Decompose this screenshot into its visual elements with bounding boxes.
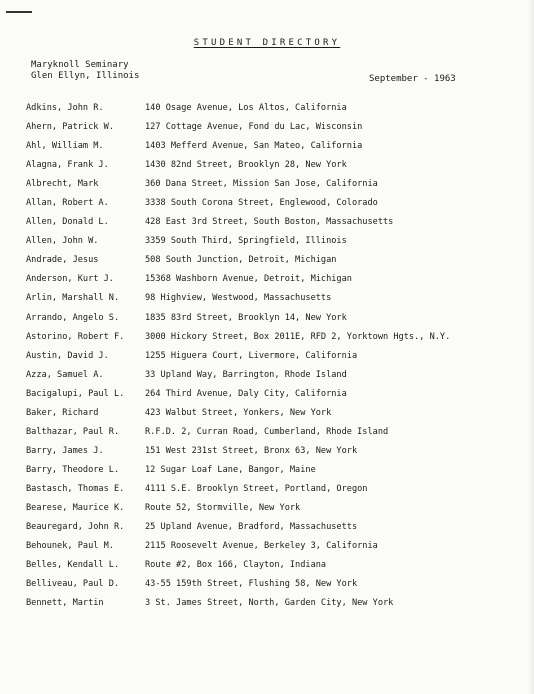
list-item	[0, 216, 534, 235]
student-address: 127 Cottage Avenue, Fond du Lac, Wisconsin	[145, 122, 363, 133]
list-item	[0, 350, 534, 369]
list-item	[0, 178, 534, 197]
student-address: 1403 Mefferd Avenue, San Mateo, California	[145, 141, 363, 152]
list-item	[0, 464, 534, 483]
student-address: 3000 Hickory Street, Box 2011E, RFD 2, Yorktown Hgts., N.Y.	[145, 331, 451, 342]
student-address: 15368 Washborn Avenue, Detroit, Michigan	[145, 274, 352, 285]
student-address: 12 Sugar Loaf Lane, Bangor, Maine	[145, 464, 316, 475]
list-item	[0, 445, 534, 464]
student-address: 4111 S.E. Brooklyn Street, Portland, Oregon	[145, 483, 368, 494]
student-name: Ahern, Patrick W.	[26, 122, 114, 133]
student-name: Barry, James J.	[26, 445, 104, 456]
list-item	[0, 369, 534, 388]
student-name: Albrecht, Mark	[26, 179, 99, 190]
list-item	[0, 312, 534, 331]
student-address: 1835 83rd Street, Brooklyn 14, New York	[145, 312, 347, 323]
student-address: 508 South Junction, Detroit, Michigan	[145, 255, 337, 266]
student-name: Bastasch, Thomas E.	[26, 483, 125, 494]
list-item	[0, 140, 534, 159]
student-address: 98 Highview, Westwood, Massachusetts	[145, 293, 332, 304]
student-name: Balthazar, Paul R.	[26, 426, 120, 437]
student-address: 33 Upland Way, Barrington, Rhode Island	[145, 369, 347, 380]
student-address: 3359 South Third, Springfield, Illinois	[145, 236, 347, 247]
student-name: Bacigalupi, Paul L.	[26, 388, 125, 399]
list-item	[0, 578, 534, 597]
list-item	[0, 483, 534, 502]
student-name: Allen, John W.	[26, 236, 99, 247]
student-name: Andrade, Jesus	[26, 255, 99, 266]
directory-date: September - 1963	[369, 74, 456, 84]
student-name: Bennett, Martin	[26, 598, 104, 609]
institution-name: Maryknoll Seminary	[31, 60, 129, 70]
list-item	[0, 235, 534, 254]
student-name: Arlin, Marshall N.	[26, 293, 120, 304]
student-name: Behounek, Paul M.	[26, 541, 114, 552]
student-name: Astorino, Robert F.	[26, 331, 125, 342]
corner-pen-mark	[6, 11, 32, 13]
student-name: Bearese, Maurice K.	[26, 502, 125, 513]
list-item	[0, 159, 534, 178]
list-item	[0, 292, 534, 311]
student-name: Baker, Richard	[26, 407, 99, 418]
student-name: Belliveau, Paul D.	[26, 579, 120, 590]
student-name: Ahl, William M.	[26, 141, 104, 152]
list-item	[0, 426, 534, 445]
student-address: R.F.D. 2, Curran Road, Cumberland, Rhode Island	[145, 426, 389, 437]
student-address: 3 St. James Street, North, Garden City, New York	[145, 598, 394, 609]
page-title: STUDENT DIRECTORY	[193, 38, 341, 48]
student-address: 151 West 231st Street, Bronx 63, New York	[145, 445, 358, 456]
list-item	[0, 559, 534, 578]
student-name: Allen, Donald L.	[26, 217, 109, 228]
list-item	[0, 331, 534, 350]
student-address: Route 52, Stormville, New York	[145, 502, 301, 513]
list-item	[0, 540, 534, 559]
student-address: Route #2, Box 166, Clayton, Indiana	[145, 560, 327, 571]
list-item	[0, 254, 534, 273]
student-address: 43-55 159th Street, Flushing 58, New York	[145, 579, 358, 590]
list-item	[0, 102, 534, 121]
student-name: Arrando, Angelo S.	[26, 312, 120, 323]
student-name: Belles, Kendall L.	[26, 560, 120, 571]
list-item	[0, 197, 534, 216]
list-item	[0, 521, 534, 540]
student-address: 3338 South Corona Street, Englewood, Colorado	[145, 198, 378, 209]
student-name: Allan, Robert A.	[26, 198, 109, 209]
student-address: 360 Dana Street, Mission San Jose, California	[145, 179, 378, 190]
page-edge-shadow	[528, 0, 534, 694]
student-name: Beauregard, John R.	[26, 522, 125, 533]
student-address: 1430 82nd Street, Brooklyn 28, New York	[145, 160, 347, 171]
student-name: Adkins, John R.	[26, 103, 104, 113]
student-name: Austin, David J.	[26, 350, 109, 361]
list-item	[0, 502, 534, 521]
list-item	[0, 273, 534, 292]
institution-location: Glen Ellyn, Illinois	[31, 71, 140, 81]
student-name: Anderson, Kurt J.	[26, 274, 114, 285]
student-list	[0, 102, 534, 616]
student-address: 140 Osage Avenue, Los Altos, California	[145, 103, 347, 113]
student-address: 25 Upland Avenue, Bradford, Massachusetts	[145, 522, 358, 533]
student-address: 423 Walbut Street, Yonkers, New York	[145, 407, 332, 418]
list-item	[0, 597, 534, 616]
list-item	[0, 121, 534, 140]
list-item	[0, 388, 534, 407]
student-address: 264 Third Avenue, Daly City, California	[145, 388, 347, 399]
list-item	[0, 407, 534, 426]
student-address: 2115 Roosevelt Avenue, Berkeley 3, California	[145, 541, 378, 552]
student-name: Alagna, Frank J.	[26, 160, 109, 171]
student-name: Barry, Theodore L.	[26, 464, 120, 475]
student-address: 1255 Higuera Court, Livermore, California	[145, 350, 358, 361]
student-name: Azza, Samuel A.	[26, 369, 104, 380]
student-address: 428 East 3rd Street, South Boston, Massachusetts	[145, 217, 394, 228]
